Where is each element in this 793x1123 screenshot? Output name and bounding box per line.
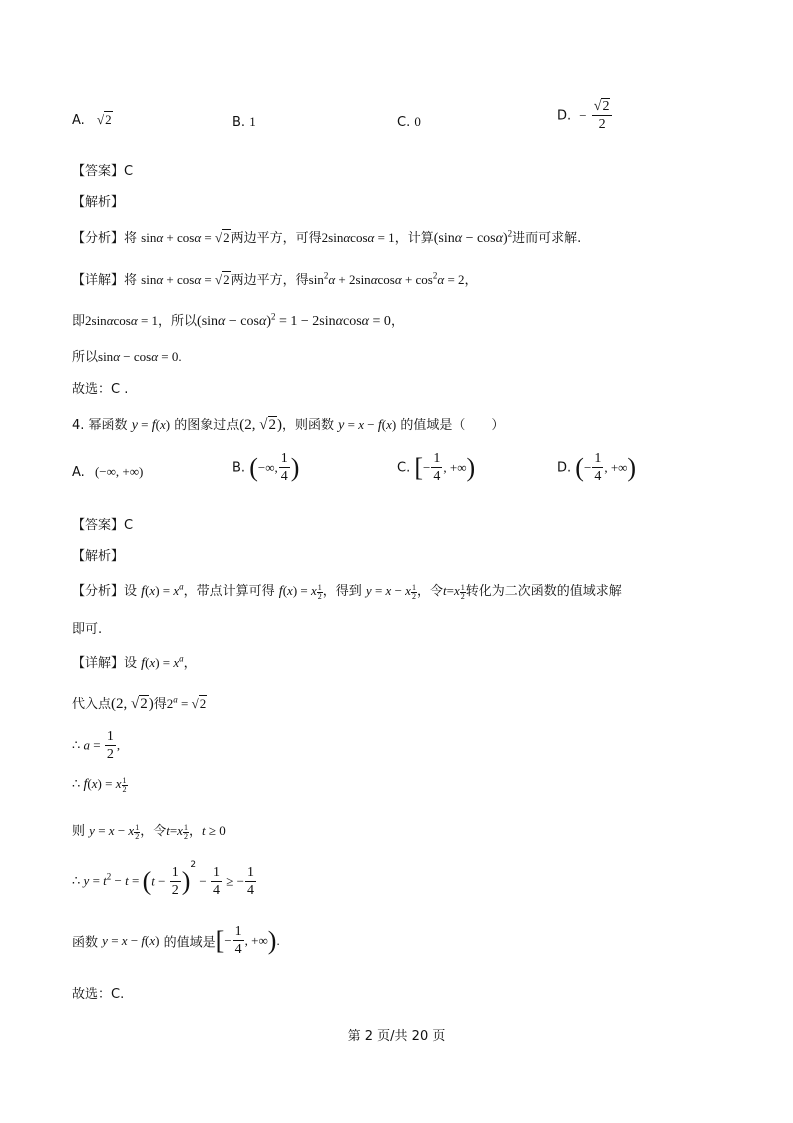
q4-xj-line4: ∴ f(x) = x $\frac{1}{2}$ [72,775,127,794]
q4-xj-line7: 函数 y = x − f(x) 的值域是[− $\frac{1}{4}$ , +∞). [72,924,280,957]
option-c [397,114,421,130]
option-c-label: C. [397,115,411,130]
q4-fenxi-cont: 即可. [72,622,103,637]
q4-answer: 【答案】C [72,518,134,533]
option-d-value: $\frac{√2}{2}$ [592,100,613,132]
q3-line2: 即2sinαcosα = 1，所以$(\sin\alpha - \cos\alpha)^2 = 1 - 2\sin\alpha\cos\alpha = 0$， [72,311,404,329]
q4-analysis-label: 【解析】 [72,549,125,564]
option-d: D. − $\frac{√2}{2}$ [557,100,613,132]
option-a-label: A. [72,113,85,128]
option-a [72,112,113,128]
option-a-value: √2 [96,112,112,127]
q3-line3: 所以sinα − cosα = 0. [72,349,182,365]
q3-analysis-label: 【解析】 [72,195,125,210]
q4-xiangjie: 【详解】设 $f(x) = x^a$， [72,653,197,671]
q3-choice: 故选：C . [72,382,129,397]
q4-xj-line5: 则 y = x − x $\frac{1}{2}$ ，令t=x $\frac{1}{2}$ ，t ≥ 0 [72,822,226,841]
option-b-value: 1 [249,114,256,129]
q4-option-b: B. (−∞, $\frac{1}{4}$ ) [232,451,300,484]
q3-answer: 【答案】C [72,164,134,179]
option-c-value: 0 [414,114,421,129]
q4-stem: 4. 幂函数 y = f(x) 的图象过点(2, √2)，则函数 y = x − f(x) 的值域是（ ） [72,417,505,433]
q4-xj-line2: 代入点(2, √2)得$2^a = √2$ [72,694,207,712]
q4-xj-line6: ∴ $y = t^2 - t = (t$ − $\frac{1}{2}$ )$^2$ − $\frac{1}{4}$ ≥ − $\frac{1}{4}$ [72,860,254,898]
q4-option-a: A. (−∞, +∞) [72,464,144,480]
q4-option-c: C. [− $\frac{1}{4}$ , +∞) [397,451,476,484]
q4-fenxi: 【分析】设 $f(x) = x^a$，带点计算可得 f(x) = x $\frac{1}{2}$ ，得到 y = x − x $\frac{1}{2}$ ，令t=x $\frac{1}{2}$ 转化为二次函数的值域求解 [72,581,622,601]
option-b [232,114,256,130]
q3-fenxi: 【分析】将 sinα + cosα = √2两边平方，可得2sinαcosα = 1，计算$(\sin\alpha - \cos\alpha)^2$进而可求解. [72,228,582,246]
q3-xiangjie: 【详解】将 sinα + cosα = √2两边平方，得$\sin^2\alpha + 2\sin\alpha\cos\alpha + \cos^2\alpha = 2$， [72,270,478,288]
page-footer: 第 2 页/共 20 页 [347,1029,446,1044]
q4-option-d: D. (− $\frac{1}{4}$ , +∞) [557,451,637,484]
option-d-label: D. [557,108,572,124]
q4-choice: 故选：C. [72,987,125,1002]
option-b-label: B. [232,115,246,130]
q4-xj-line3: ∴ a = $\frac{1}{2}$ , [72,729,121,762]
